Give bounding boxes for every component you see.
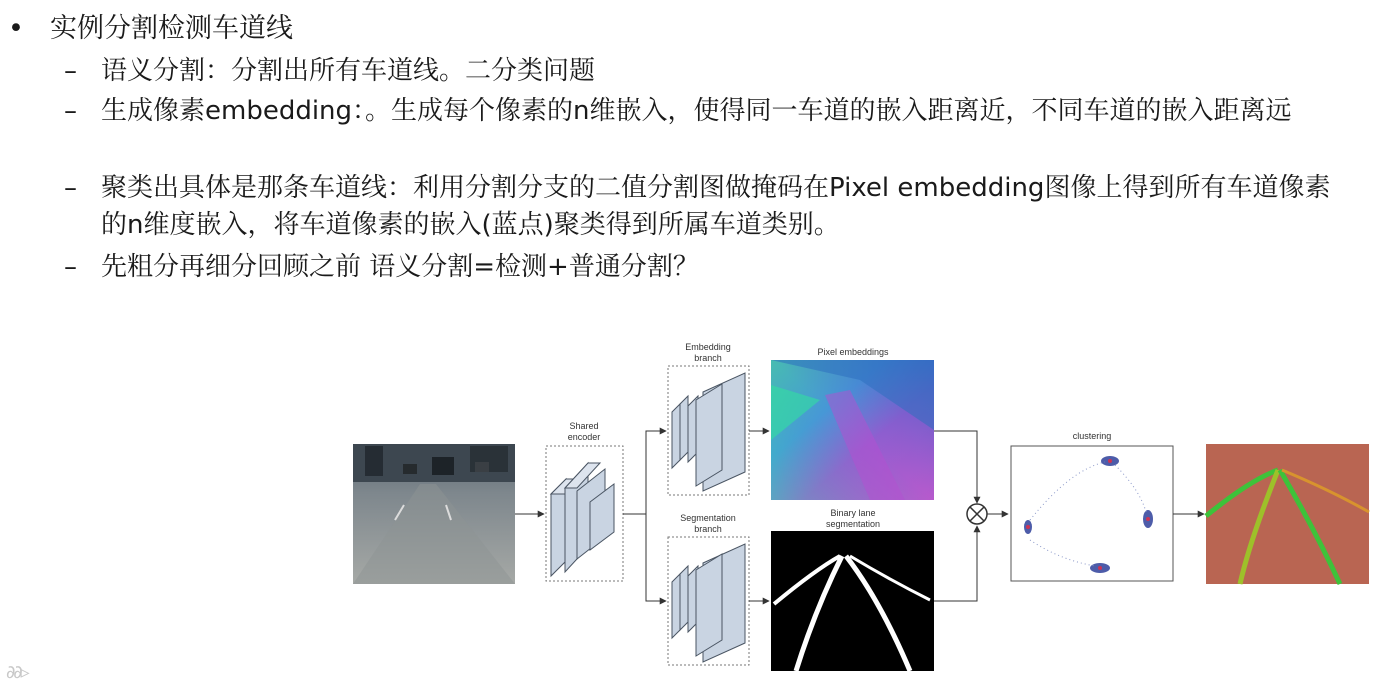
svg-text:encoder: encoder (567, 432, 601, 442)
segmentation-branch (668, 513, 749, 665)
main-bullet-text: 实例分割检测车道线 (50, 13, 293, 44)
output-lane-image (1206, 444, 1369, 584)
svg-text:Embedding: Embedding (685, 342, 731, 352)
sub-bullet-text: 先粗分再细分回顾之前 语义分割=检测+普通分割？ (101, 252, 699, 282)
svg-text:Binary lane: Binary lane (830, 508, 876, 518)
multiply-operator-icon (967, 504, 987, 524)
binary-lane-segmentation (771, 508, 934, 671)
clustering-plot (1011, 431, 1173, 581)
embedding-branch (668, 342, 749, 495)
svg-text:branch: branch (694, 353, 722, 363)
svg-text:branch: branch (694, 524, 722, 534)
svg-text:Shared: Shared (569, 421, 599, 431)
dash: – (64, 252, 77, 282)
dash: – (64, 56, 77, 86)
watermark-icon: ∂∂▹ (6, 662, 28, 683)
dash: – (64, 96, 77, 126)
sub-bullet-text: 聚类出具体是那条车道线：利用分割分支的二值分割图做掩码在Pixel embedding图像上得到所有车道像素的n维度嵌入，将车道像素的嵌入(蓝点)聚类得到所属车道类别。 (101, 173, 1331, 240)
svg-text:segmentation: segmentation (825, 519, 881, 529)
svg-text:Pixel embeddings: Pixel embeddings (817, 347, 889, 357)
dash: – (64, 173, 77, 203)
svg-text:clustering: clustering (1072, 431, 1112, 441)
input-road-image (353, 444, 515, 584)
sub-bullet-text: 生成像素embedding：。生成每个像素的n维嵌入，使得同一车道的嵌入距离近，不同车道的嵌入距离远 (101, 96, 1292, 126)
shared-encoder (546, 421, 623, 581)
sub-bullet-text: 语义分割：分割出所有车道线。二分类问题 (101, 56, 596, 86)
bullet-dot: • (8, 13, 24, 44)
svg-text:Segmentation: Segmentation (680, 513, 736, 523)
pixel-embeddings-image (771, 347, 934, 500)
